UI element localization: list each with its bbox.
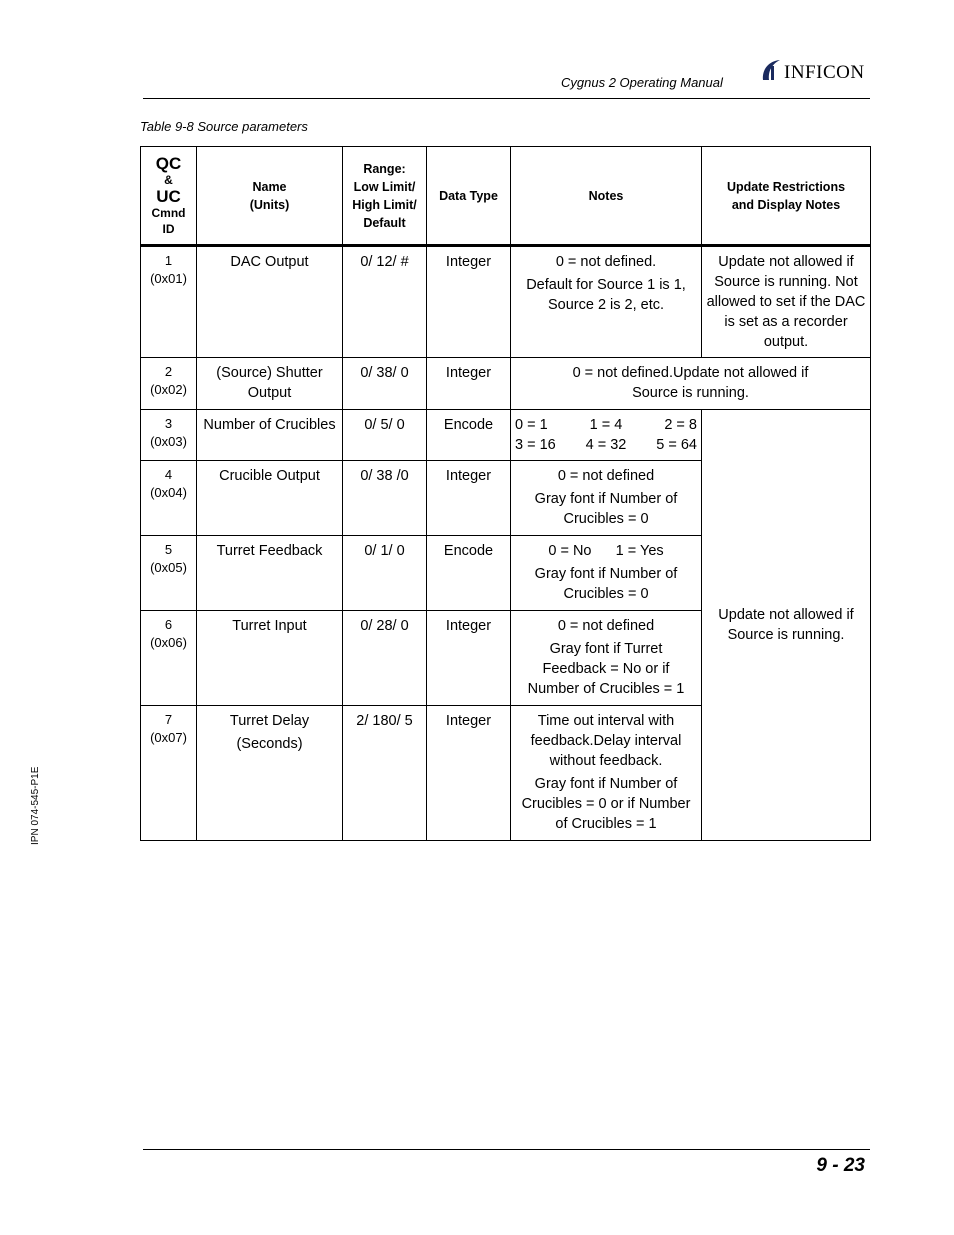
data-type-cell: Integer [427, 246, 511, 358]
inficon-logo [760, 58, 865, 87]
update-cell: Update not allowed if Source is running. Not allowed to set if the DAC is set as a recorder output. [702, 246, 871, 358]
table-row [141, 410, 871, 461]
range-cell: 0/ 5/ 0 [343, 410, 427, 461]
col-header-name: Name (Units) [197, 147, 343, 246]
update-merged-cell: Update not allowed if Source is running. [702, 410, 871, 841]
cmnd-id-cell: 4 (0x04) [141, 461, 197, 536]
table-row [141, 246, 871, 358]
encode-line: 0 = 1 1 = 4 2 = 8 [515, 417, 697, 433]
cmnd-id-cell: 2 (0x02) [141, 358, 197, 410]
name-cell: Turret Feedback [197, 536, 343, 611]
data-type-cell: Integer [427, 611, 511, 706]
data-type-cell: Integer [427, 706, 511, 841]
table-header-row [141, 147, 871, 246]
name-cell: Turret Delay (Seconds) [197, 706, 343, 841]
manual-title: Cygnus 2 Operating Manual [561, 75, 723, 90]
page-number: 9 - 23 [816, 1155, 865, 1176]
name-cell: DAC Output [197, 246, 343, 358]
name-cell: Crucible Output [197, 461, 343, 536]
col-header-data-type: Data Type [427, 147, 511, 246]
range-cell: 0/ 12/ # [343, 246, 427, 358]
range-cell: 0/ 38/ 0 [343, 358, 427, 410]
range-cell: 0/ 38 /0 [343, 461, 427, 536]
col-header-update-restrictions: Update Restrictions and Display Notes [702, 147, 871, 246]
name-cell: Number of Crucibles [197, 410, 343, 461]
encode-line: 3 = 16 4 = 32 5 = 64 [515, 437, 697, 453]
logo-text: INFICON [784, 61, 865, 83]
data-type-cell: Integer [427, 461, 511, 536]
notes-cell: 0 = not defined. Default for Source 1 is 1, Source 2 is 2, etc. [511, 246, 702, 358]
notes-cell: 0 = not defined Gray font if Number of Crucibles = 0 [511, 461, 702, 536]
col-header-notes: Notes [511, 147, 702, 246]
notes-cell: Time out interval with feedback.Delay interval without feedback. Gray font if Number of Crucibles = 0 or if Number of Crucibles = 1 [511, 706, 702, 841]
notes-cell: 0 = not defined Gray font if Turret Feedback = No or if Number of Crucibles = 1 [511, 611, 702, 706]
table-row [141, 358, 871, 410]
cmnd-id-cell: 6 (0x06) [141, 611, 197, 706]
source-parameters-table [140, 146, 871, 841]
notes-cell [511, 410, 702, 461]
data-type-cell: Integer [427, 358, 511, 410]
range-cell: 0/ 1/ 0 [343, 536, 427, 611]
range-cell: 0/ 28/ 0 [343, 611, 427, 706]
name-cell: (Source) Shutter Output [197, 358, 343, 410]
notes-merged-cell: 0 = not defined.Update not allowed if Source is running. [511, 358, 871, 410]
cmnd-id-cell: 7 (0x07) [141, 706, 197, 841]
footer-rule [143, 1149, 870, 1150]
name-cell: Turret Input [197, 611, 343, 706]
data-type-cell: Encode [427, 536, 511, 611]
header-rule [143, 98, 870, 99]
col-header-cmnd-id: QC & UC Cmnd ID [141, 147, 197, 246]
notes-cell: 0 = No 1 = Yes Gray font if Number of Crucibles = 0 [511, 536, 702, 611]
cmnd-id-cell: 1 (0x01) [141, 246, 197, 358]
data-type-cell: Encode [427, 410, 511, 461]
inficon-swoosh-icon [760, 58, 782, 87]
cmnd-id-cell: 5 (0x05) [141, 536, 197, 611]
col-header-range: Range: Low Limit/ High Limit/ Default [343, 147, 427, 246]
cmnd-id-cell: 3 (0x03) [141, 410, 197, 461]
range-cell: 2/ 180/ 5 [343, 706, 427, 841]
table-caption: Table 9-8 Source parameters [140, 119, 308, 134]
side-ipn-label: IPN 074-545-P1E [30, 766, 41, 845]
